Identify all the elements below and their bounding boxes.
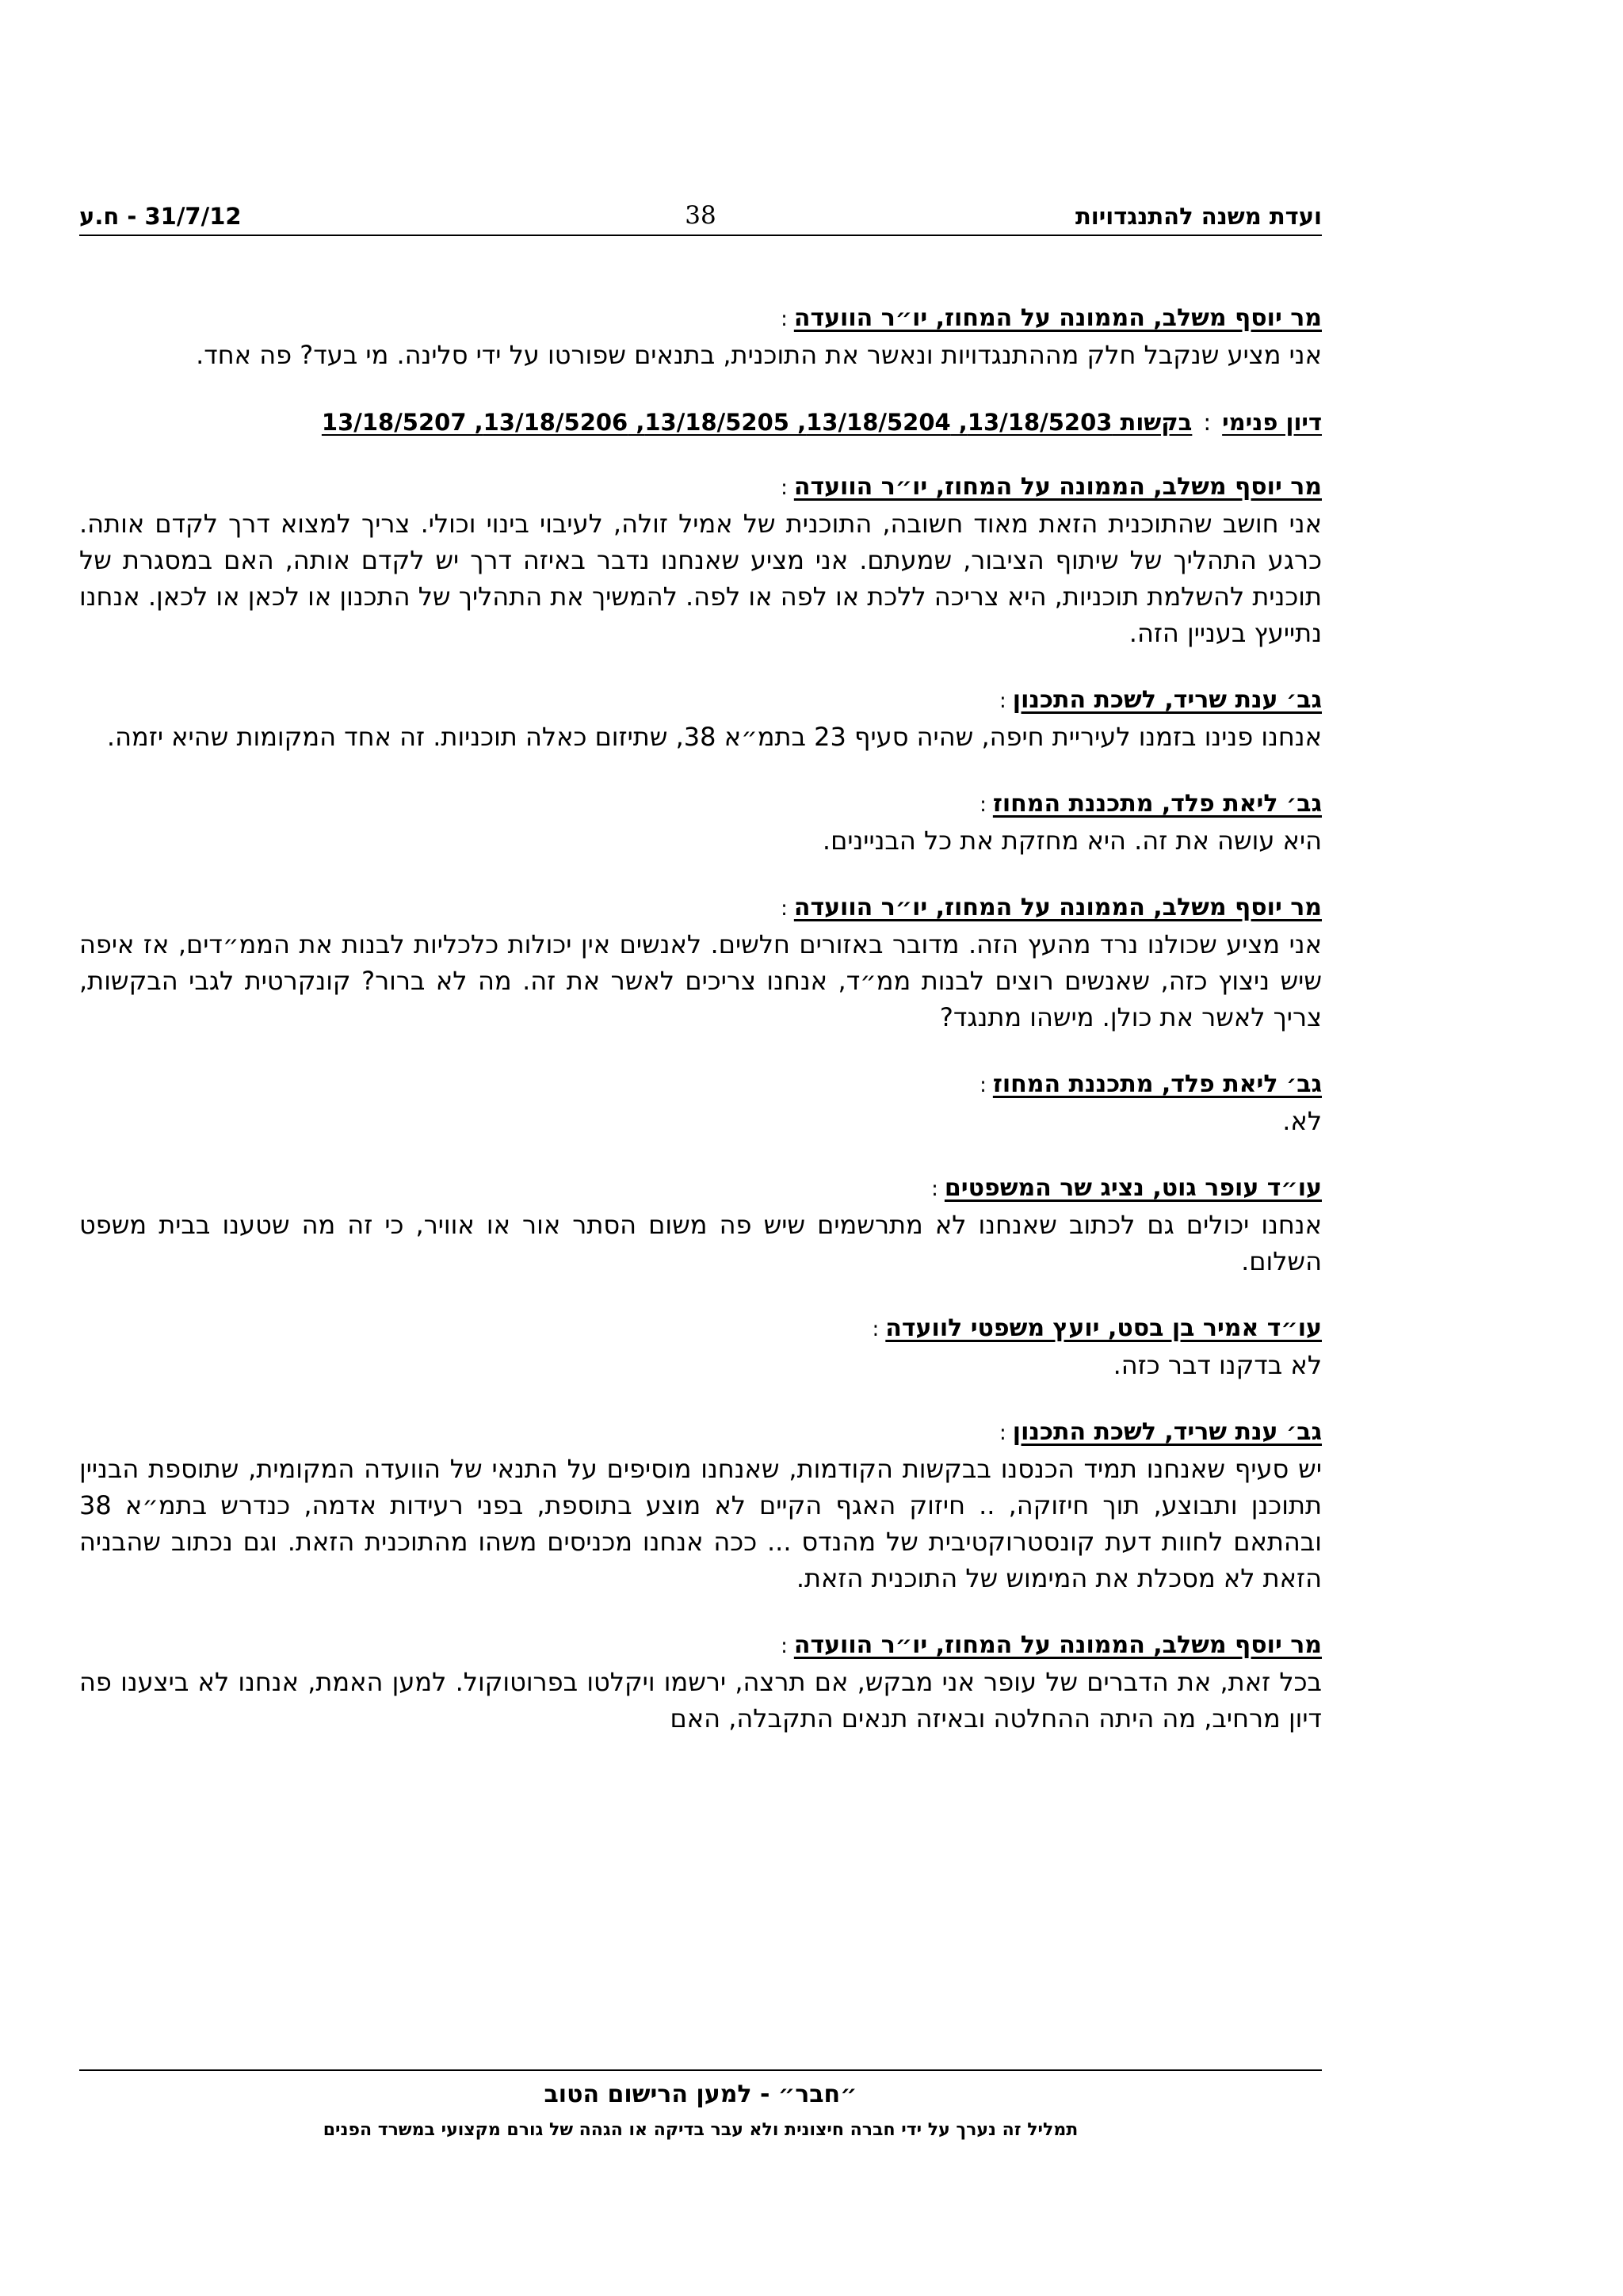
speaker-name: עו״ד עופר גוט, נציג שר המשפטים (944, 1174, 1322, 1202)
speaker-line (79, 301, 1322, 337)
speech-text: בכל זאת, את הדברים של עופר אני מבקש, אם תרצה, ירשמו ויקלטו בפרוטוקול. למען האמת, אנחנו לא ביצענו פה דיון מרחיב, מה היתה ההחלטה ובאיזה תנאים התקבלה, האם (79, 1667, 1322, 1733)
speaker-name: מר יוסף משלב, הממונה על המחוז, יו״ר הוועדה (793, 473, 1322, 501)
speech-text: אני חושב שהתוכנית הזאת מאוד חשובה, התוכנית של אמיל זולה, לעיבוי בינוי וכולי. צריך למצוא דרך לקדם אותה. כרגע התהליך של שיתוף הציבור, שמעתם. אני מציע שאנחנו נדבר באיזה דרך יש לקדם אותה, האם במסגרת של תוכנית להשלמת תוכניות, היא צריכה ללכת או לפה או לפה. להמשיך את התהליך של התכנון או לכאן או לכאן. אנחנו נתייעץ בעניין הזה. (79, 509, 1322, 648)
footer-divider (79, 2069, 1322, 2071)
speech-block (79, 1171, 1322, 1280)
page-frame (79, 0, 1322, 2296)
speaker-colon: : (980, 793, 987, 817)
discussion-label: דיון פנימי (1222, 409, 1322, 436)
speech-block (79, 470, 1322, 651)
speech-text: היא עושה את זה. היא מחזקת את כל הבניינים. (822, 826, 1322, 856)
speech-block (79, 1067, 1322, 1139)
discussion-colon: : (1203, 409, 1212, 436)
discussion-requests: בקשות 13/18/5203, 13/18/5204, 13/18/5205, 13/18/5206, 13/18/5207 (321, 409, 1193, 436)
footer-company: ״חבר״ - למען הרישום הטוב (544, 2081, 857, 2108)
speech-text: אני מציע שנקבל חלק מההתנגדויות ונאשר את התוכנית, בתנאים שפורטו על ידי סלינה. מי בעד? פה אחד. (196, 340, 1322, 370)
speaker-line (79, 1067, 1322, 1103)
speech-block (79, 787, 1322, 859)
footer-disclaimer: תמליל זה נערך על ידי חברה חיצונית ולא עבר בדיקה או הגהה של גורם מקצועי במשרד הפנים (323, 2120, 1079, 2140)
speaker-line (79, 787, 1322, 822)
speaker-name: עו״ד אמיר בן בסט, יועץ משפטי לוועדה (885, 1314, 1322, 1342)
speaker-line (79, 1311, 1322, 1347)
internal-discussion-heading (79, 405, 1322, 440)
speaker-line (79, 470, 1322, 505)
speaker-name: גב׳ ענת שריד, לשכת התכנון (1012, 686, 1322, 714)
speaker-name: גב׳ ענת שריד, לשכת התכנון (1012, 1418, 1322, 1446)
speaker-colon: : (999, 1421, 1006, 1445)
speech-block (79, 301, 1322, 373)
speaker-colon: : (872, 1318, 880, 1341)
speaker-colon: : (781, 1634, 788, 1658)
speaker-line (79, 891, 1322, 926)
page-number: 38 (685, 201, 716, 230)
speaker-line (79, 1415, 1322, 1451)
speaker-line (79, 1171, 1322, 1207)
committee-title: ועדת משנה להתנגדויות (1075, 203, 1322, 230)
page-header (79, 196, 1322, 236)
speech-text: אנחנו פנינו בזמנו לעיריית חיפה, שהיה סעיף 23 בתמ״א 38, שתיזום כאלה תוכניות. זה אחד המקומות שהיא יזמה. (106, 722, 1322, 752)
speech-text: לא בדקנו דבר כזה. (1113, 1350, 1322, 1380)
speech-block (79, 1628, 1322, 1737)
speaker-line (79, 1628, 1322, 1664)
speaker-colon: : (781, 897, 788, 921)
speaker-colon: : (980, 1074, 987, 1097)
speaker-name: מר יוסף משלב, הממונה על המחוז, יו״ר הוועדה (793, 304, 1322, 332)
speech-text: אני מציע שכולנו נרד מהעץ הזה. מדובר באזורים חלשים. לאנשים אין יכולות כלכליות לבנות את הממ״דים, אז איפה שיש ניצוץ כזה, שאנשים רוצים לבנות ממ״ד, אנחנו צריכים לאשר את זה. מה לא ברור? קונקרטית לגבי הבקשות, צריך לאשר את כולן. מישהו מתנגד? (79, 929, 1322, 1032)
session-date: 31/7/12 - ח.ע (79, 203, 242, 230)
speaker-colon: : (931, 1177, 938, 1201)
speaker-colon: : (781, 476, 788, 500)
speaker-name: מר יוסף משלב, הממונה על המחוז, יו״ר הוועדה (793, 894, 1322, 921)
speech-block (79, 891, 1322, 1035)
speaker-name: מר יוסף משלב, הממונה על המחוז, יו״ר הוועדה (793, 1631, 1322, 1659)
speech-text: לא. (1282, 1106, 1322, 1136)
speech-text: יש סעיף שאנחנו תמיד הכנסנו בבקשות הקודמות, שאנחנו מוסיפים על התנאי של הוועדה המקומית, שתוספת הבניין תתוכנן ותבוצע, תוך חיזוקה, .. חיזוק האגף הקיים לא מוצע בתוספת, בפני רעידות אדמה, כנדרש בתמ״א 38 ובהתאם לחוות דעת קונסטרוקטיבית של מהנדס ... ככה אנחנו מכניסים משהו מהתוכנית הזאת. וגם נכתוב שהבניה הזאת לא מסכלת את המימוש של התוכנית הזאת. (79, 1454, 1322, 1593)
speech-text: אנחנו יכולים גם לכתוב שאנחנו לא מתרשמים שיש פה משום הסתר אור או אוויר, כי זה מה שטענו בבית משפט השלום. (79, 1210, 1322, 1276)
transcript-body (79, 301, 1322, 1768)
speech-block (79, 1311, 1322, 1383)
speaker-colon: : (999, 689, 1006, 713)
speaker-line (79, 683, 1322, 719)
speech-block (79, 683, 1322, 755)
speaker-name: גב׳ ליאת פלד, מתכננת המחוז (992, 1070, 1322, 1098)
speech-block (79, 1415, 1322, 1596)
speaker-colon: : (781, 307, 788, 331)
speaker-name: גב׳ ליאת פלד, מתכננת המחוז (992, 790, 1322, 818)
